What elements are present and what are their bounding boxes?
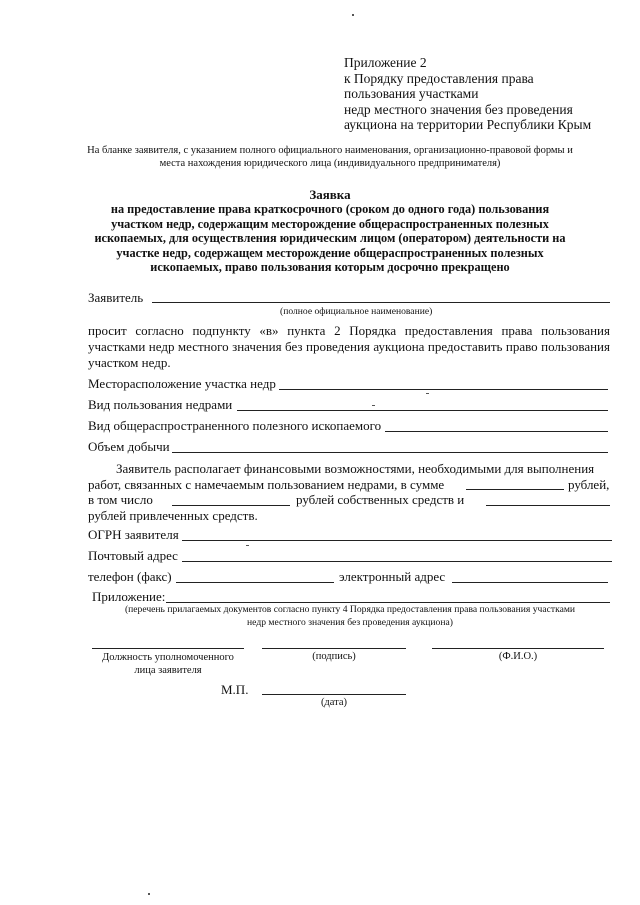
signature-caption: (подпись) xyxy=(312,651,356,662)
letterhead-note-line: На бланке заявителя, с указанием полного официального наименования, организационно-правовой формы и xyxy=(87,145,573,156)
own-funds-field[interactable] xyxy=(172,505,290,506)
scan-speck xyxy=(246,545,249,546)
scan-speck xyxy=(148,893,150,895)
mineral-field[interactable] xyxy=(385,431,608,432)
scan-speck xyxy=(426,393,429,394)
appendix-header-line: пользования участками xyxy=(344,86,479,102)
appendix-header-line: аукциона на территории Республики Крым xyxy=(344,117,592,133)
finance-line: работ, связанных с намечаемым пользованием недрами, в сумме xyxy=(88,477,445,492)
appendix-header xyxy=(344,55,591,133)
attachment-label: Приложение: xyxy=(92,589,166,604)
ogrn-field[interactable] xyxy=(182,540,612,541)
finance-line: Заявитель располагает финансовыми возможностями, необходимыми для выполнения xyxy=(116,461,595,476)
stamp-label: М.П. xyxy=(221,682,249,697)
finance-currency: рублей, xyxy=(568,477,610,492)
location-label: Месторасположение участка недр xyxy=(88,376,276,391)
title-heading: Заявка xyxy=(309,187,351,202)
appendix-header-line: к Порядку предоставления права xyxy=(344,70,534,86)
scan-speck xyxy=(352,14,354,16)
finance-line: в том число xyxy=(88,492,153,507)
attachment-hint-line: недр местного значения без проведения аукциона) xyxy=(247,616,453,628)
letterhead-note-line: места нахождения юридического лица (индивидуального предпринимателя) xyxy=(159,158,501,169)
email-label: электронный адрес xyxy=(339,569,446,584)
title-line: ископаемых, право пользования которым досрочно прекращено xyxy=(150,260,510,275)
ogrn-label: ОГРН заявителя xyxy=(88,527,179,542)
document-title xyxy=(60,188,600,274)
position-field[interactable] xyxy=(92,648,244,649)
address-label: Почтовый адрес xyxy=(88,548,178,563)
total-sum-field[interactable] xyxy=(466,489,564,490)
finance-line: рублей собственных средств и xyxy=(296,492,465,507)
applicant-label: Заявитель xyxy=(88,290,144,305)
position-caption-line: лица заявителя xyxy=(134,665,202,676)
phone-label: телефон (факс) xyxy=(88,569,172,584)
fio-field[interactable] xyxy=(432,648,604,649)
title-line: участком недр, содержащим месторождение общераспространенных полезных xyxy=(111,216,549,231)
position-caption xyxy=(92,651,244,677)
use-type-field[interactable] xyxy=(237,410,608,411)
attachment-hint-line: (перечень прилагаемых документов согласно пункту 4 Порядка предоставления права пользования участками xyxy=(124,604,576,615)
finance-line: рублей привлеченных средств. xyxy=(88,508,258,523)
letterhead-note xyxy=(60,144,600,170)
attachment-field[interactable] xyxy=(166,602,610,603)
applicant-hint: (полное официальное наименование) xyxy=(280,306,433,317)
phone-field[interactable] xyxy=(176,582,334,583)
fio-caption: (Ф.И.О.) xyxy=(498,651,538,662)
use-type-label: Вид пользования недрами xyxy=(88,397,233,412)
volume-field[interactable] xyxy=(172,452,608,453)
date-caption: (дата) xyxy=(320,697,348,708)
email-field[interactable] xyxy=(452,582,608,583)
title-line: участке недр, содержащем месторождение общераспространенных полезных xyxy=(116,245,544,260)
location-field[interactable] xyxy=(279,389,608,390)
appendix-header-line: Приложение 2 xyxy=(344,55,427,70)
request-paragraph: просит согласно подпункту «в» пункта 2 Порядка предоставления права пользования участками недр местного значения без проведения аукциона предоставить право пользования участком недр. xyxy=(88,323,610,370)
address-field[interactable] xyxy=(182,561,612,562)
volume-label: Объем добычи xyxy=(88,439,170,454)
appendix-header-line: недр местного значения без проведения xyxy=(344,101,573,117)
position-caption-line: Должность уполномоченного xyxy=(102,652,234,663)
title-line: на предоставление права краткосрочного (сроком до одного года) пользования xyxy=(110,202,550,217)
signature-field[interactable] xyxy=(262,648,406,649)
applicant-field[interactable] xyxy=(152,302,610,303)
mineral-label: Вид общераспространенного полезного ископаемого xyxy=(88,418,382,433)
date-field[interactable] xyxy=(262,694,406,695)
attachment-hint xyxy=(60,604,640,629)
scan-speck xyxy=(372,405,375,406)
borrowed-funds-field[interactable] xyxy=(486,505,610,506)
title-line: ископаемых, для осуществления юридическим лицом (оператором) деятельности на xyxy=(94,231,566,246)
